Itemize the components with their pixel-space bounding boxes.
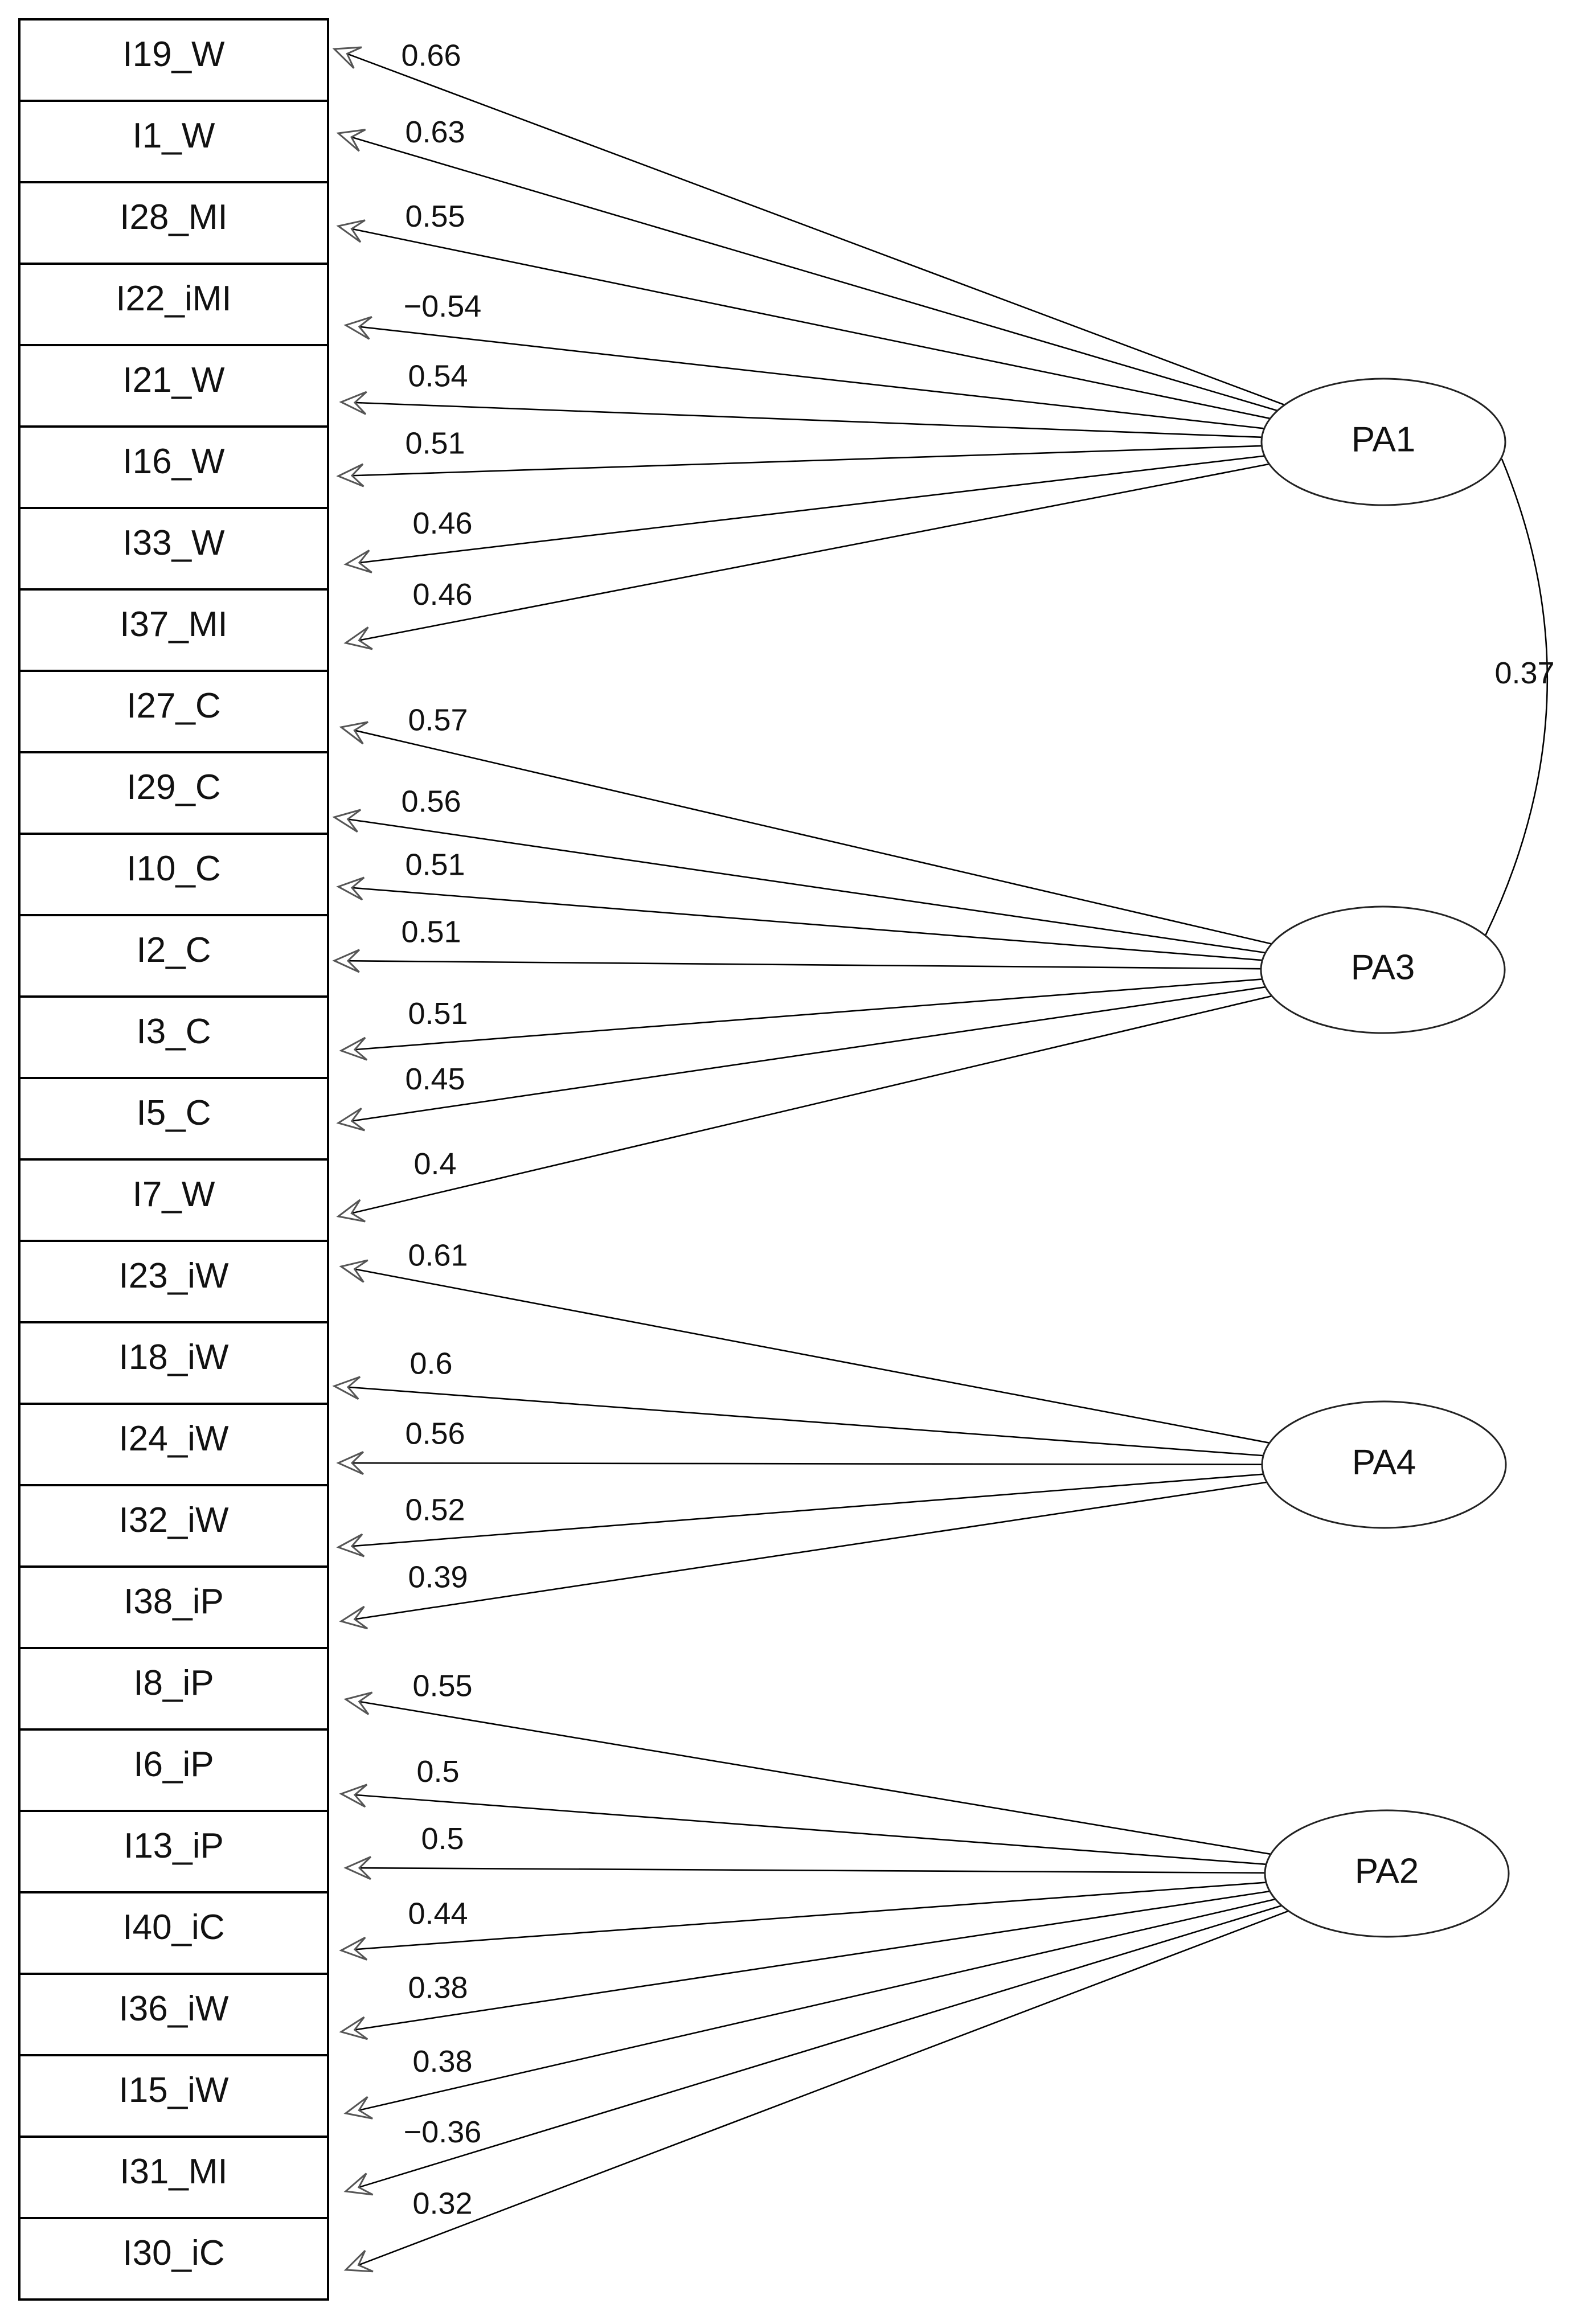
loading-value: 0.46 [412,506,473,540]
loading-value: 0.55 [405,199,465,234]
loading-value: 0.51 [405,847,465,882]
loading-labels [401,39,481,2221]
loading-edge [338,996,1272,1216]
loading-value: 0.63 [405,115,465,150]
loading-edge [346,325,1264,428]
loading-value: 0.38 [408,1970,468,2005]
item-label: I8_iP [133,1663,214,1703]
loading-value: 0.6 [409,1346,453,1381]
arrowheads [334,47,373,2272]
factor-label: PA3 [1350,948,1415,987]
loading-edge [341,402,1262,437]
item-label: I37_MI [120,604,228,644]
factor-label: PA1 [1351,420,1416,460]
latent-factors [1261,379,1509,1937]
loading-edge [334,1386,1263,1456]
loading-edge [341,1883,1266,1950]
item-label: I5_C [136,1093,211,1133]
loading-edge [338,1474,1263,1547]
item-label: I18_iW [118,1337,229,1377]
observed-items [19,19,328,2300]
loading-edge [346,1911,1288,2270]
item-label: I16_W [122,441,225,481]
loading-value: 0.61 [408,1238,468,1273]
item-label: I24_iW [118,1419,229,1458]
item-label: I36_iW [118,1989,229,2028]
loading-edge [341,727,1272,944]
loading-value: 0.5 [416,1754,460,1789]
loading-edge [334,961,1261,969]
item-label: I13_iP [124,1826,224,1866]
loading-edge [341,1482,1267,1621]
loading-edge [338,1463,1262,1465]
item-label: I23_iW [118,1256,229,1296]
item-label: I30_iC [122,2233,225,2273]
loading-value: 0.56 [405,1416,465,1451]
item-label: I19_W [122,34,225,74]
item-label: I32_iW [118,1500,229,1540]
loading-edge [346,1868,1265,1873]
loading-edge [346,464,1269,643]
item-label: I6_iP [133,1744,214,1784]
loading-value: 0.56 [401,784,461,819]
item-label: I3_C [136,1011,211,1051]
factor-correlation-label: 0.37 [1494,656,1555,690]
item-label: I22_iMI [116,278,232,318]
loading-value: 0.5 [421,1821,464,1856]
loading-value: 0.4 [413,1146,457,1181]
item-label: I33_W [122,523,225,563]
item-label: I7_W [132,1174,215,1214]
loading-value: 0.54 [408,359,468,394]
loading-edge [346,456,1264,564]
loading-value: 0.66 [401,38,461,73]
factor-label: PA2 [1354,1851,1419,1891]
factor-correlation-arc [1485,459,1547,936]
item-label: I28_MI [120,197,228,237]
loading-value: −0.54 [403,289,482,324]
loading-value: 0.45 [405,1062,465,1097]
loading-edge [341,1266,1269,1443]
loading-edge [346,1699,1271,1854]
loading-edge [338,133,1277,411]
loading-edge [341,1794,1266,1864]
item-label: I1_W [132,116,215,155]
loading-value: 0.38 [412,2044,473,2079]
item-label: I10_C [126,849,221,888]
loading-edge [338,987,1266,1123]
loading-edge [338,887,1262,960]
loading-edge [341,979,1262,1051]
loading-edge [334,817,1266,953]
loading-edge [346,1896,1275,2113]
loading-value: 0.57 [408,703,468,737]
item-label: I40_iC [122,1907,225,1947]
loading-value: 0.52 [405,1493,465,1527]
item-label: I21_W [122,360,225,400]
item-label: I31_MI [120,2151,228,2191]
loading-edge [341,1891,1270,2032]
loading-edge [338,446,1262,476]
loading-value: 0.46 [412,577,473,612]
item-label: I15_iW [118,2070,229,2110]
item-label: I27_C [126,686,221,726]
loading-value: −0.36 [403,2115,482,2150]
loading-value: 0.44 [408,1896,468,1931]
loading-value: 0.32 [412,2186,473,2221]
item-label: I38_iP [124,1581,224,1621]
factor-label: PA4 [1352,1442,1416,1482]
loading-value: 0.55 [412,1669,473,1703]
loading-value: 0.39 [408,1560,468,1595]
loading-value: 0.51 [408,996,468,1031]
item-label: I29_C [126,767,221,807]
loading-value: 0.51 [401,915,461,949]
loading-value: 0.51 [405,426,465,461]
loading-edge [334,49,1285,405]
loading-edge [346,1905,1282,2191]
loading-edges [334,49,1288,2270]
item-label: I2_C [136,930,211,970]
